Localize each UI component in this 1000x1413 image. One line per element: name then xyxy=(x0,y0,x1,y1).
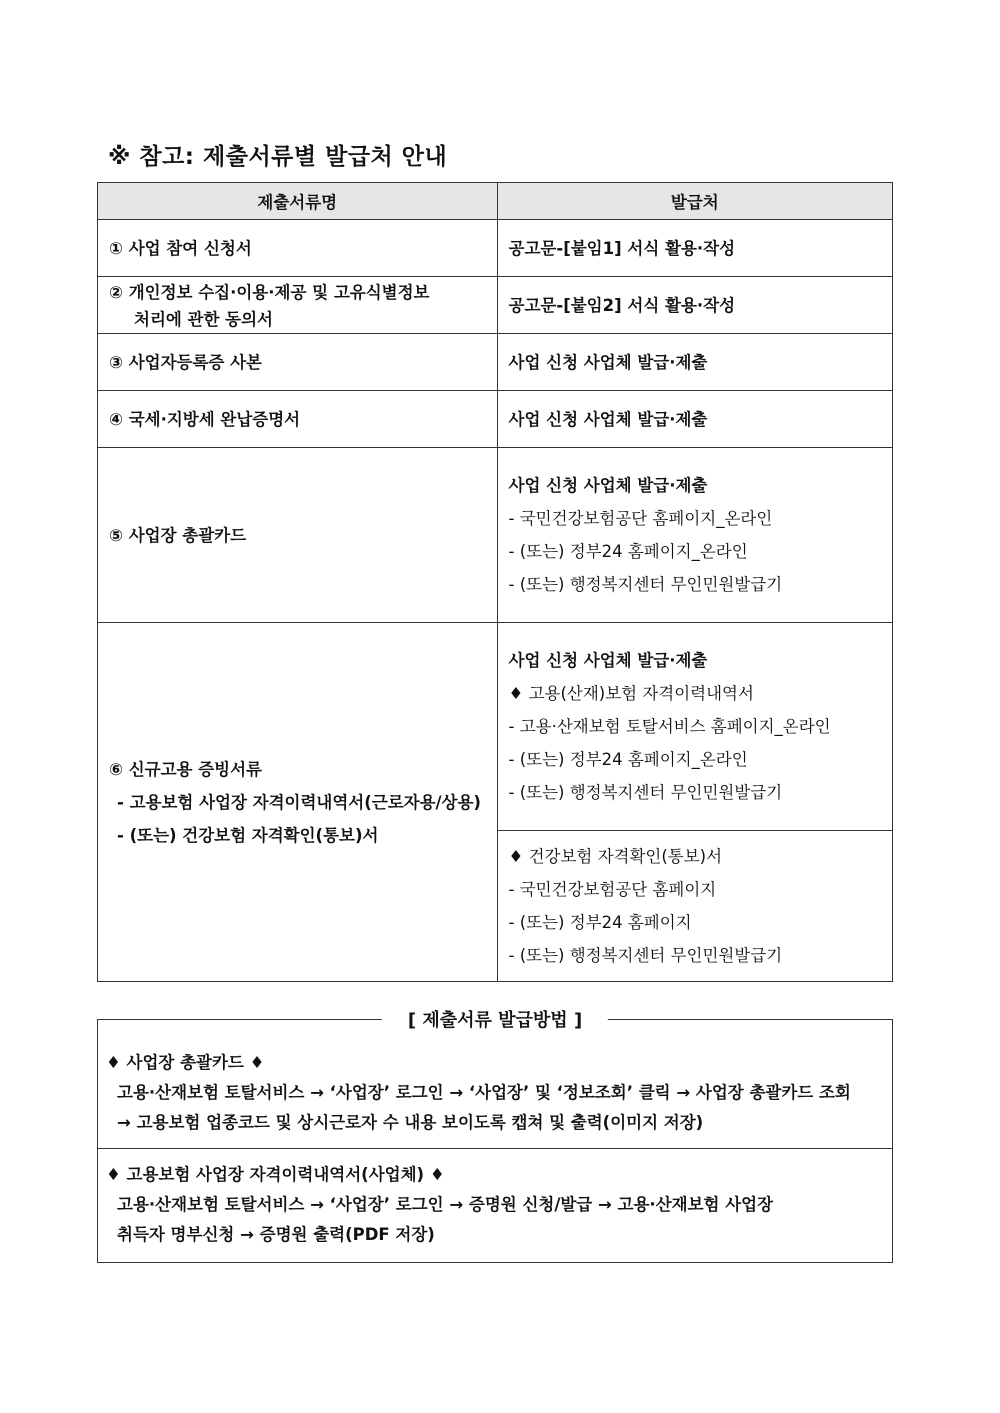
issuer-subitem: - (또는) 행정복지센터 무인민원발급기 xyxy=(508,946,783,965)
table-row xyxy=(98,334,893,391)
document-cell xyxy=(98,334,498,391)
table-row xyxy=(98,391,893,448)
issuer-text: 사업 신청 사업체 발급·제출 xyxy=(508,409,708,429)
method-step-line: → 고용보험 업종코드 및 상시근로자 수 내용 보이도록 캡쳐 및 출력(이미지 저장) xyxy=(117,1113,704,1132)
table-row xyxy=(98,220,893,277)
table-header-row xyxy=(98,183,893,220)
issuer-subitem: - (또는) 행정복지센터 무인민원발급기 xyxy=(508,783,783,802)
document-name: ① 사업 참여 신청서 xyxy=(109,238,252,258)
header-issuer: 발급처 xyxy=(497,183,892,220)
document-cell xyxy=(98,391,498,448)
issuer-subitem: - (또는) 행정복지센터 무인민원발급기 xyxy=(508,575,783,594)
document-name: ⑥ 신규고용 증빙서류 xyxy=(109,759,262,779)
issuer-subitem: - 고용·산재보험 토탈서비스 홈페이지_온라인 xyxy=(508,717,831,736)
method-section-business-card xyxy=(98,1048,892,1148)
issuer-cell xyxy=(497,277,892,334)
issuer-subitem: - 국민건강보험공단 홈페이지_온라인 xyxy=(508,509,773,528)
issuer-cell xyxy=(497,831,892,982)
document-name: ② 개인정보 수집·이용·제공 및 고유식별정보 xyxy=(109,283,430,302)
document-subitem: - 고용보험 사업장 자격이력내역서(근로자용/상용) xyxy=(117,792,481,812)
document-name: ③ 사업자등록증 사본 xyxy=(109,352,262,372)
method-section-qualification-history xyxy=(98,1160,892,1250)
method-step-line: 고용·산재보험 토탈서비스 → ‘사업장’ 로그인 → 증명원 신청/발급 → 고용·산재보험 사업장 xyxy=(117,1195,774,1214)
document-cell xyxy=(98,623,498,982)
document-name: ④ 국세·지방세 완납증명서 xyxy=(109,409,301,429)
page-title: ※ 참고: 제출서류별 발급처 안내 xyxy=(108,144,448,170)
method-step-line: 고용·산재보험 토탈서비스 → ‘사업장’ 로그인 → ‘사업장’ 및 ‘정보조회’ 클릭 → 사업장 총괄카드 조회 xyxy=(117,1083,851,1102)
table-row xyxy=(98,277,893,334)
table-row xyxy=(98,623,893,831)
issuance-method-box xyxy=(97,1010,893,1263)
table-row xyxy=(98,448,893,623)
issuer-text: 공고문-[붙임2] 서식 활용·작성 xyxy=(508,295,736,315)
document-cell xyxy=(98,220,498,277)
issuer-cell xyxy=(497,220,892,277)
issuer-cell xyxy=(497,391,892,448)
document-name: ⑤ 사업장 총괄카드 xyxy=(109,525,247,545)
document-cell xyxy=(98,448,498,623)
issuer-cell xyxy=(497,448,892,623)
method-section-heading: ♦ 사업장 총괄카드 ♦ xyxy=(106,1053,265,1072)
issuer-text: 사업 신청 사업체 발급·제출 xyxy=(508,352,708,372)
header-document-name: 제출서류명 xyxy=(98,183,498,220)
issuer-cell xyxy=(497,623,892,831)
issuer-subitem: - (또는) 정부24 홈페이지 xyxy=(508,913,692,932)
issuer-text: 사업 신청 사업체 발급·제출 xyxy=(508,651,708,670)
method-section-heading: ♦ 고용보험 사업장 자격이력내역서(사업체) ♦ xyxy=(106,1165,445,1184)
section-divider xyxy=(98,1148,892,1149)
issuer-text: 사업 신청 사업체 발급·제출 xyxy=(508,476,708,495)
issuer-subheading: ♦ 건강보험 자격확인(통보)서 xyxy=(508,847,723,866)
document-subitem: - (또는) 건강보험 자격확인(통보)서 xyxy=(117,825,379,845)
issuer-subitem: - (또는) 정부24 홈페이지_온라인 xyxy=(508,542,748,561)
document-issuer-table xyxy=(97,182,893,982)
method-step-line: 취득자 명부신청 → 증명원 출력(PDF 저장) xyxy=(117,1225,435,1244)
issuer-subheading: ♦ 고용(산재)보험 자격이력내역서 xyxy=(508,684,754,703)
method-box-title: [ 제출서류 발급방법 ] xyxy=(382,1006,608,1032)
document-name-continued: 처리에 관한 동의서 xyxy=(134,310,274,329)
issuer-text: 공고문-[붙임1] 서식 활용·작성 xyxy=(508,238,736,258)
issuer-subitem: - 국민건강보험공단 홈페이지 xyxy=(508,880,717,899)
document-cell xyxy=(98,277,498,334)
issuer-cell xyxy=(497,334,892,391)
issuer-subitem: - (또는) 정부24 홈페이지_온라인 xyxy=(508,750,748,769)
